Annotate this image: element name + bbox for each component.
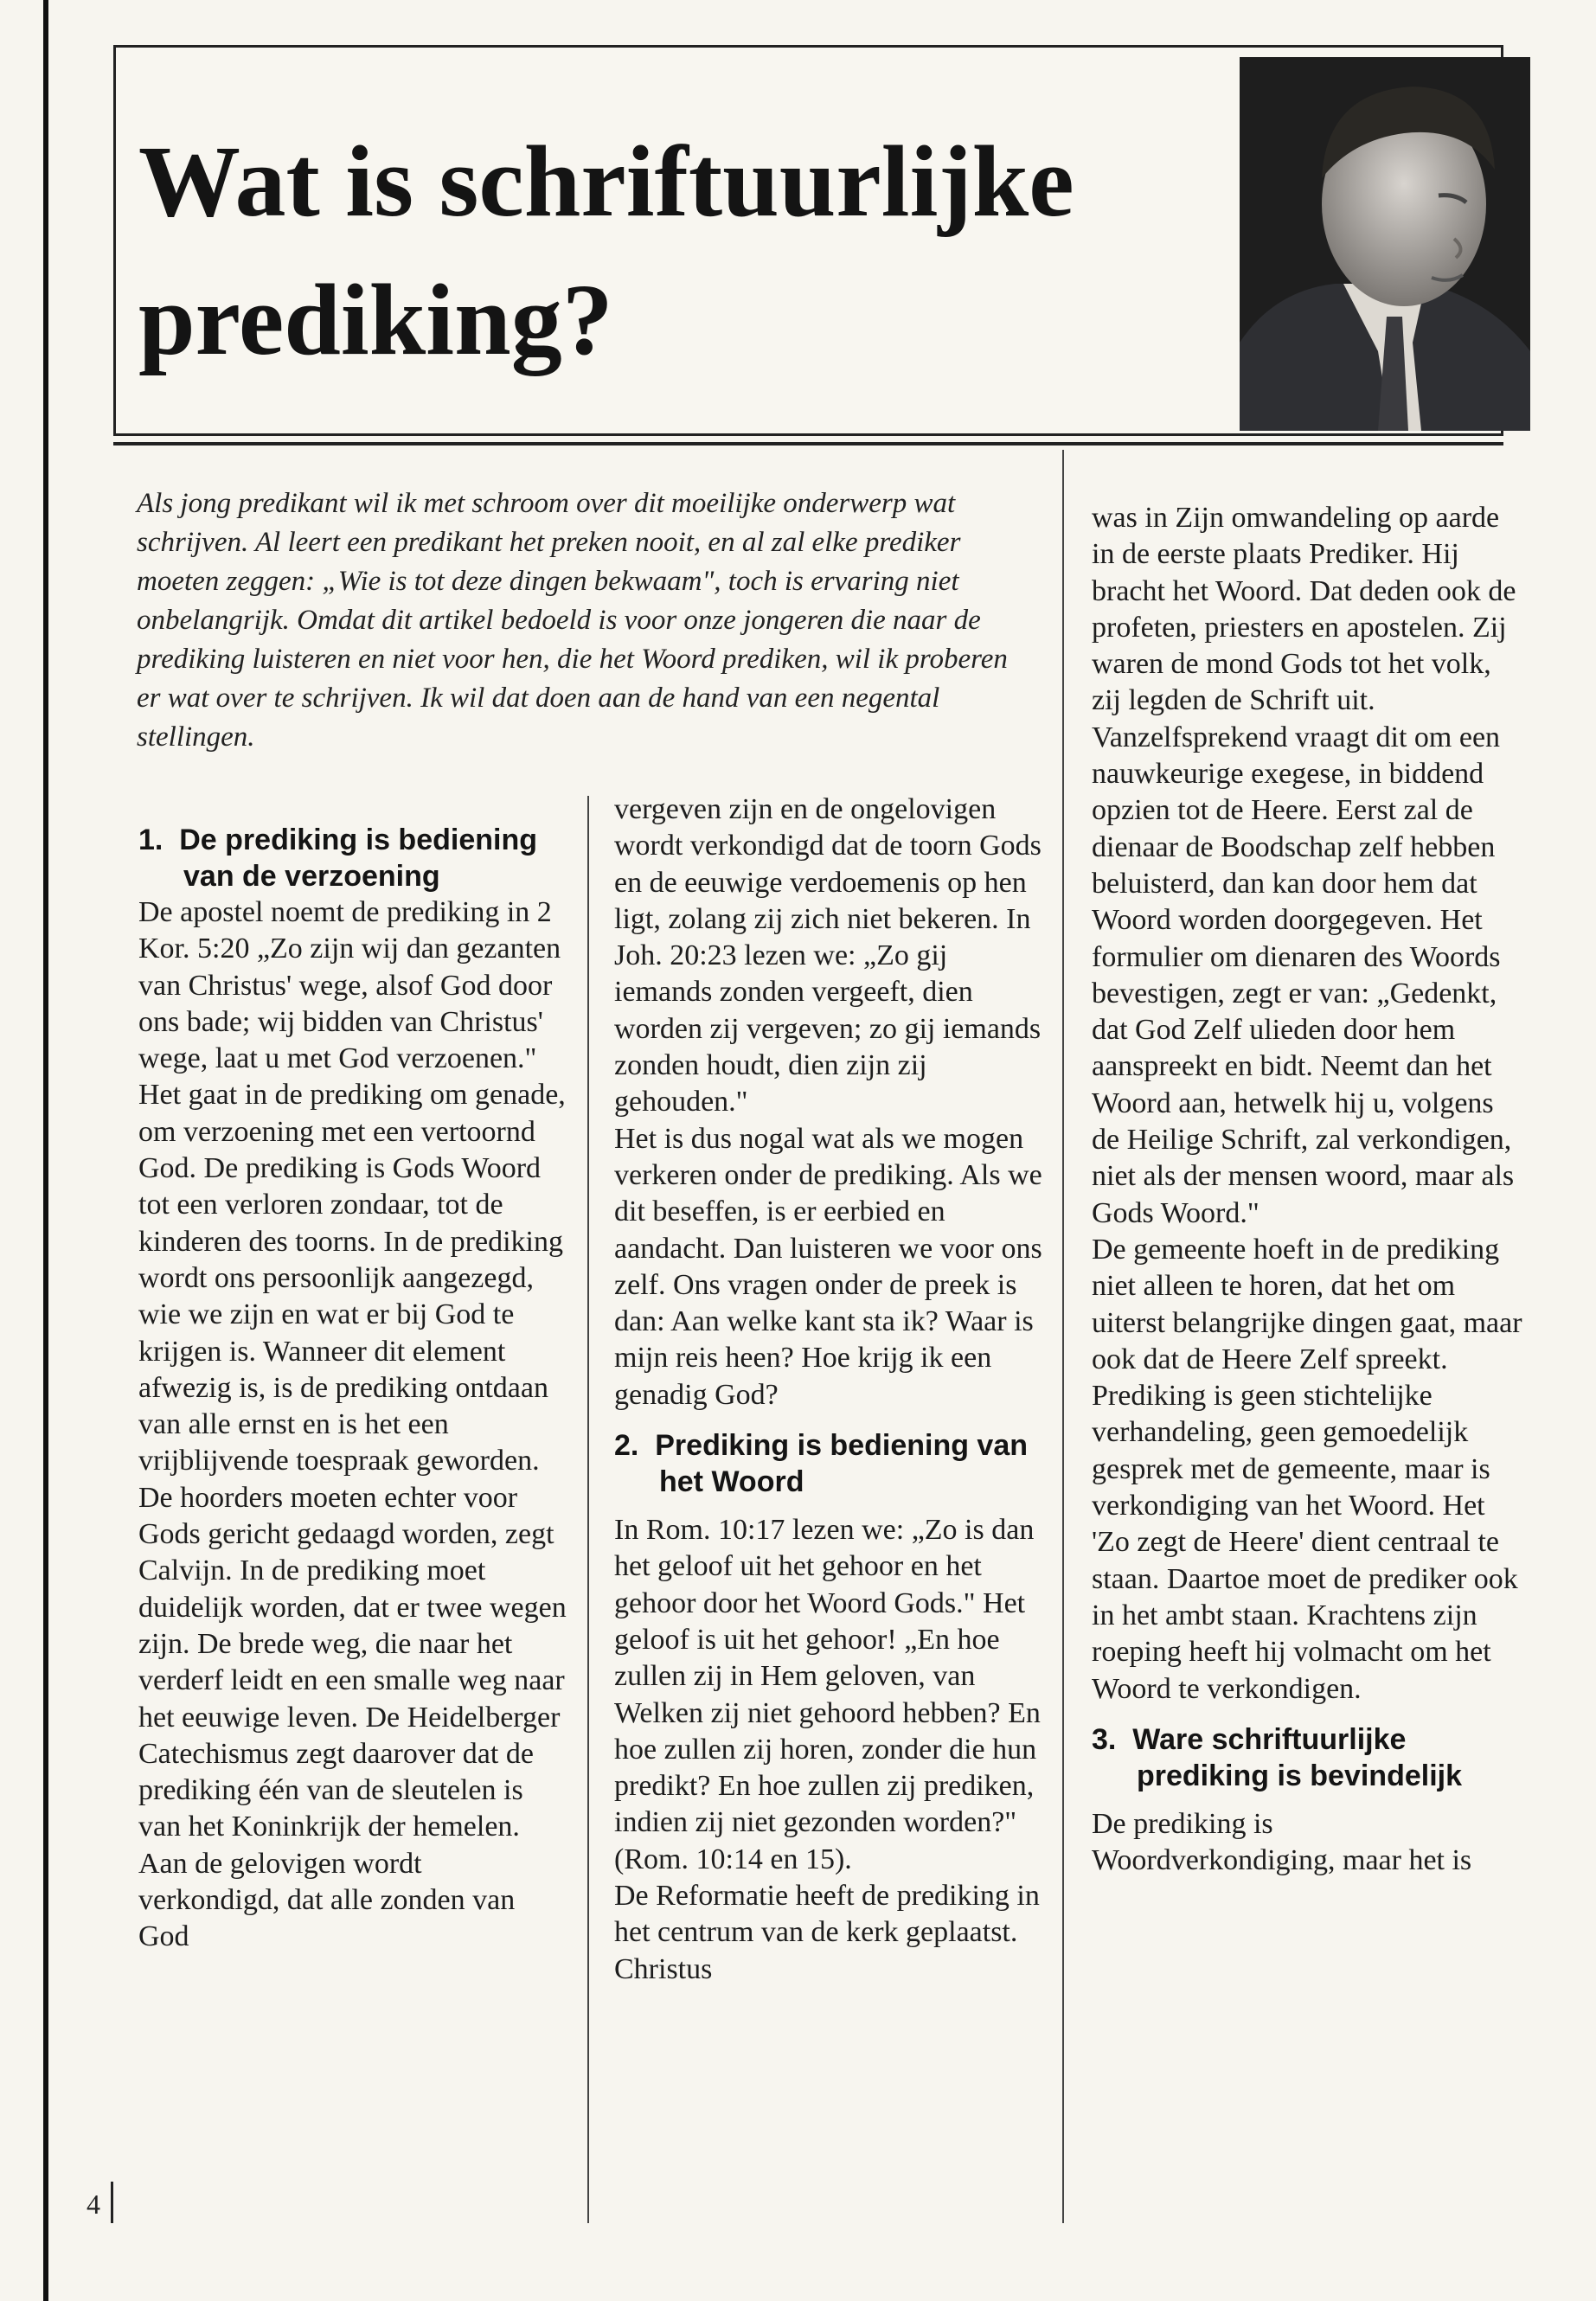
author-portrait (1240, 57, 1530, 431)
paragraph: Vanzelfsprekend vraagt dit om een nauwkeurige exegese, in biddend opzien tot de Heere. Eerst zal de dienaar de Boodschap zelf hebben beluisterd, dan kan door hem dat Woord worden doorgegeven. Het formulier om dienaren des Woords bevestigen, zegt er van: „Gedenkt, dat God Zelf ulieden door hem aanspreekt en bidt. Neemt dan het Woord aan, hetwelk hij u, volgens de Heilige Schrift, zal verkondigen, niet als der mensen woord, maar als Gods Woord." (1092, 721, 1515, 1229)
section-heading-2: 2. Prediking is bediening van het Woord (614, 1429, 1029, 1499)
paragraph: vergeven zijn en de ongelovigen wordt verkondigd dat de toorn Gods en de eeuwige verdoemenis op hen ligt, zolang zij zich niet bekeren. In Joh. 20:23 lezen we: „Zo gij iemands zonden vergeeft, dien worden zij vergeven; zo gij iemands zonden houdt, dien zijn zij gehouden." (614, 793, 1042, 1118)
page-number-rule (111, 2182, 113, 2223)
column-divider (587, 796, 589, 2223)
section-heading-1: 1. De prediking is bediening van de verzoening (138, 824, 537, 893)
column-3 (1092, 500, 1522, 1879)
column-divider (1062, 450, 1064, 2223)
column-1 (138, 822, 569, 1956)
intro-paragraph: Als jong predikant wil ik met schroom over dit moeilijke onderwerp wat schrijven. Al leert een predikant het preken nooit, en al zal elke prediker moeten zeggen: „Wie is tot deze dingen bekwaam", toch is ervaring niet onbelangrijk. Omdat dit artikel bedoeld is voor onze jongeren die naar de prediking luisteren en niet voor hen, die het Woord prediken, wil ik proberen er wat over te schrijven. Ik wil dat doen aan de hand van een negental stellingen. (137, 488, 1008, 753)
binding-edge (43, 0, 48, 2301)
paragraph: In Rom. 10:17 lezen we: „Zo is dan het geloof uit het gehoor en het gehoor door het Woord Gods." Het geloof is uit het gehoor! „En hoe zullen zij in Hem geloven, van Welken zij niet gehoord hebben? En hoe zullen zij horen, zonder die hun predikt? En hoe zullen zij prediken, indien zij niet gezonden worden?" (Rom. 10:14 en 15). (614, 1514, 1041, 1875)
paragraph: De apostel noemt de prediking in 2 Kor. 5:20 „Zo zijn wij dan gezanten van Christus' wege, alsof God door ons bade; wij bidden van Christus' wege, laat u met God verzoenen." (138, 896, 561, 1075)
paragraph: Het gaat in de prediking om genade, om verzoening met een vertoornd God. De prediking is Gods Woord tot een verloren zondaar, tot de kinderen des toorns. In de prediking wordt ons persoonlijk aangezegd, wie we zijn en wat er bij God te krijgen is. Wanneer dit element afwezig is, is de prediking ontdaan van alle ernst en is het een vrijblijvende toespraak geworden. De hoorders moeten echter voor Gods gericht gedaagd worden, zegt Calvijn. In de prediking moet duidelijk worden, dat er twee wegen zijn. De brede weg, die naar het verderf leidt en een smalle weg naar het eeuwige leven. De Heidelberger Catechismus zegt daarover dat de prediking één van de sleutelen is van het Koninkrijk der hemelen. Aan de gelovigen wordt verkondigd, dat alle zonden van God (138, 1079, 567, 1953)
section-heading-3: 3. Ware schriftuurlijke prediking is bevindelijk (1092, 1722, 1462, 1792)
paragraph: De gemeente hoeft in de prediking niet alleen te horen, dat het om uiterst belangrijke dingen gaat, maar ook dat de Heere Zelf spreekt. Prediking is geen stichtelijke verhandeling, geen gemoedelijk gesprek met de gemeente, maar is verkondiging van het Woord. Het 'Zo zegt de Heere' dient centraal te staan. Daartoe moet de prediker ook in het ambt staan. Krachtens zijn roeping heeft hij volmacht om het Woord te verkondigen. (1092, 1233, 1522, 1705)
column-2 (614, 792, 1045, 1988)
paragraph: was in Zijn omwandeling op aarde in de eerste plaats Prediker. Hij bracht het Woord. Dat deden ook de profeten, priesters en apostelen. Zij waren de mond Gods tot het volk, zij legden de Schrift uit. (1092, 502, 1516, 717)
header-divider (113, 442, 1503, 445)
paragraph: De Reformatie heeft de prediking in het centrum van de kerk geplaatst. Christus (614, 1880, 1040, 1985)
page-title: Wat is schriftuurlijke prediking? (138, 125, 1074, 376)
page-number: 4 (87, 2189, 100, 2220)
paragraph: Het is dus nogal wat als we mogen verkeren onder de prediking. Als we dit beseffen, is er eerbied en aandacht. Dan luisteren we voor ons zelf. Ons vragen onder de preek is dan: Aan welke kant sta ik? Waar is mijn reis heen? Hoe krijg ik een genadig God? (614, 1122, 1042, 1411)
paragraph: De prediking is Woordverkondiging, maar het is (1092, 1807, 1472, 1877)
